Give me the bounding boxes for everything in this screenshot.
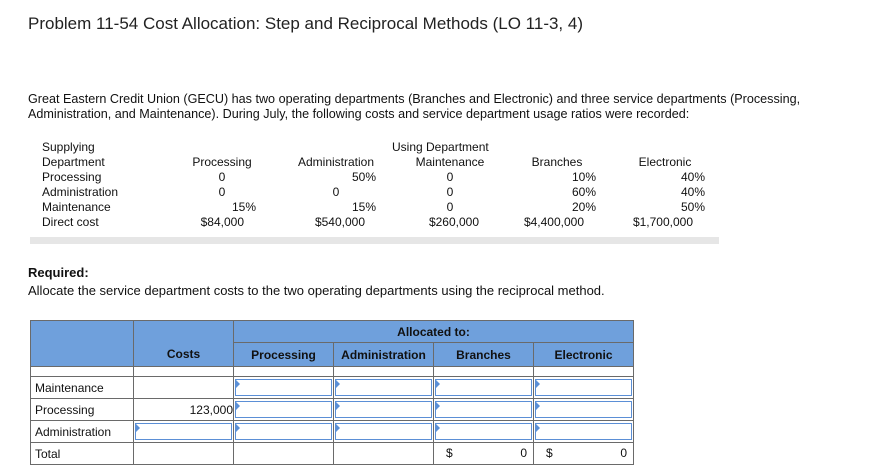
row-label-maintenance: Maintenance bbox=[42, 200, 111, 214]
required-text: Allocate the service department costs to the two operating departments using the reciprocal method. bbox=[28, 283, 605, 298]
cell: $540,000 bbox=[314, 215, 365, 229]
row-label-processing: Processing bbox=[42, 170, 102, 184]
cell: 0 bbox=[446, 170, 454, 184]
total-administration-cell bbox=[334, 443, 434, 465]
total-electronic-cell bbox=[534, 443, 634, 465]
row-label-total: Total bbox=[31, 443, 134, 465]
processing-electronic-input[interactable] bbox=[534, 399, 634, 421]
processing-cost-value: 123,000 bbox=[134, 399, 234, 421]
total-processing-cell bbox=[234, 443, 334, 465]
col-branches: Branches bbox=[531, 155, 583, 169]
cell: 15% bbox=[351, 200, 376, 214]
row-label-direct-cost: Direct cost bbox=[42, 215, 99, 229]
maintenance-branches-input[interactable] bbox=[434, 377, 534, 399]
maintenance-processing-input[interactable] bbox=[234, 377, 334, 399]
row-label-processing: Processing bbox=[31, 399, 134, 421]
cell: $1,700,000 bbox=[632, 215, 693, 229]
cell: 40% bbox=[680, 185, 705, 199]
cell: 0 bbox=[446, 200, 454, 214]
header-costs: Costs bbox=[134, 343, 234, 367]
cell: 40% bbox=[680, 170, 705, 184]
header-blank bbox=[31, 343, 134, 367]
administration-branches-input[interactable] bbox=[434, 421, 534, 443]
cell: 60% bbox=[571, 185, 596, 199]
administration-cost-input[interactable] bbox=[134, 421, 234, 443]
total-branches-cell bbox=[434, 443, 534, 465]
header-electronic: Electronic bbox=[534, 343, 634, 367]
col-administration: Administration bbox=[297, 155, 375, 169]
header-branches: Branches bbox=[434, 343, 534, 367]
col-maintenance: Maintenance bbox=[415, 155, 485, 169]
administration-administration-input[interactable] bbox=[334, 421, 434, 443]
cell: 10% bbox=[571, 170, 596, 184]
table-scrollbar[interactable] bbox=[30, 237, 719, 244]
header-blank bbox=[31, 321, 134, 343]
electronic-total-value: 0 bbox=[620, 446, 627, 460]
cell: 0 bbox=[446, 185, 454, 199]
administration-processing-input[interactable] bbox=[234, 421, 334, 443]
col-processing: Processing bbox=[192, 155, 252, 169]
cell: 0 bbox=[218, 170, 226, 184]
cost-cell bbox=[134, 377, 234, 399]
col-electronic: Electronic bbox=[638, 155, 692, 169]
allocated-to-header: Allocated to: bbox=[234, 321, 634, 343]
cell: 15% bbox=[231, 200, 256, 214]
using-department-label: Using Department bbox=[392, 140, 489, 154]
administration-electronic-input[interactable] bbox=[534, 421, 634, 443]
header-administration: Administration bbox=[334, 343, 434, 367]
supplying-label: Supplying bbox=[42, 140, 95, 154]
department-label: Department bbox=[42, 155, 105, 169]
page-title: Problem 11-54 Cost Allocation: Step and Reciprocal Methods (LO 11-3, 4) bbox=[28, 14, 583, 33]
cell: 50% bbox=[680, 200, 705, 214]
cell: 20% bbox=[571, 200, 596, 214]
header-processing: Processing bbox=[234, 343, 334, 367]
given-data-table bbox=[30, 139, 719, 245]
maintenance-electronic-input[interactable] bbox=[534, 377, 634, 399]
cell: 0 bbox=[218, 185, 226, 199]
processing-administration-input[interactable] bbox=[334, 399, 434, 421]
row-label-maintenance: Maintenance bbox=[31, 377, 134, 399]
answer-table bbox=[30, 320, 634, 465]
processing-branches-input[interactable] bbox=[434, 399, 534, 421]
currency-symbol: $ bbox=[446, 446, 453, 460]
problem-intro: Great Eastern Credit Union (GECU) has two operating departments (Branches and Electronic) and three service departments (Processing, Administration, and Maintenance). During July, the following costs and service department usage ratios were recorded: bbox=[28, 92, 801, 121]
maintenance-administration-input[interactable] bbox=[334, 377, 434, 399]
cell: 0 bbox=[332, 185, 340, 199]
row-label-administration: Administration bbox=[42, 185, 119, 199]
currency-symbol: $ bbox=[546, 446, 553, 460]
total-cost-cell bbox=[134, 443, 234, 465]
branches-total-value: 0 bbox=[520, 446, 527, 460]
required-heading: Required: bbox=[28, 265, 89, 280]
processing-processing-input[interactable] bbox=[234, 399, 334, 421]
cell: $4,400,000 bbox=[523, 215, 584, 229]
cell: $260,000 bbox=[428, 215, 479, 229]
header-blank bbox=[134, 321, 234, 343]
cell: $84,000 bbox=[200, 215, 244, 229]
row-label-administration: Administration bbox=[31, 421, 134, 443]
cell: 50% bbox=[351, 170, 376, 184]
